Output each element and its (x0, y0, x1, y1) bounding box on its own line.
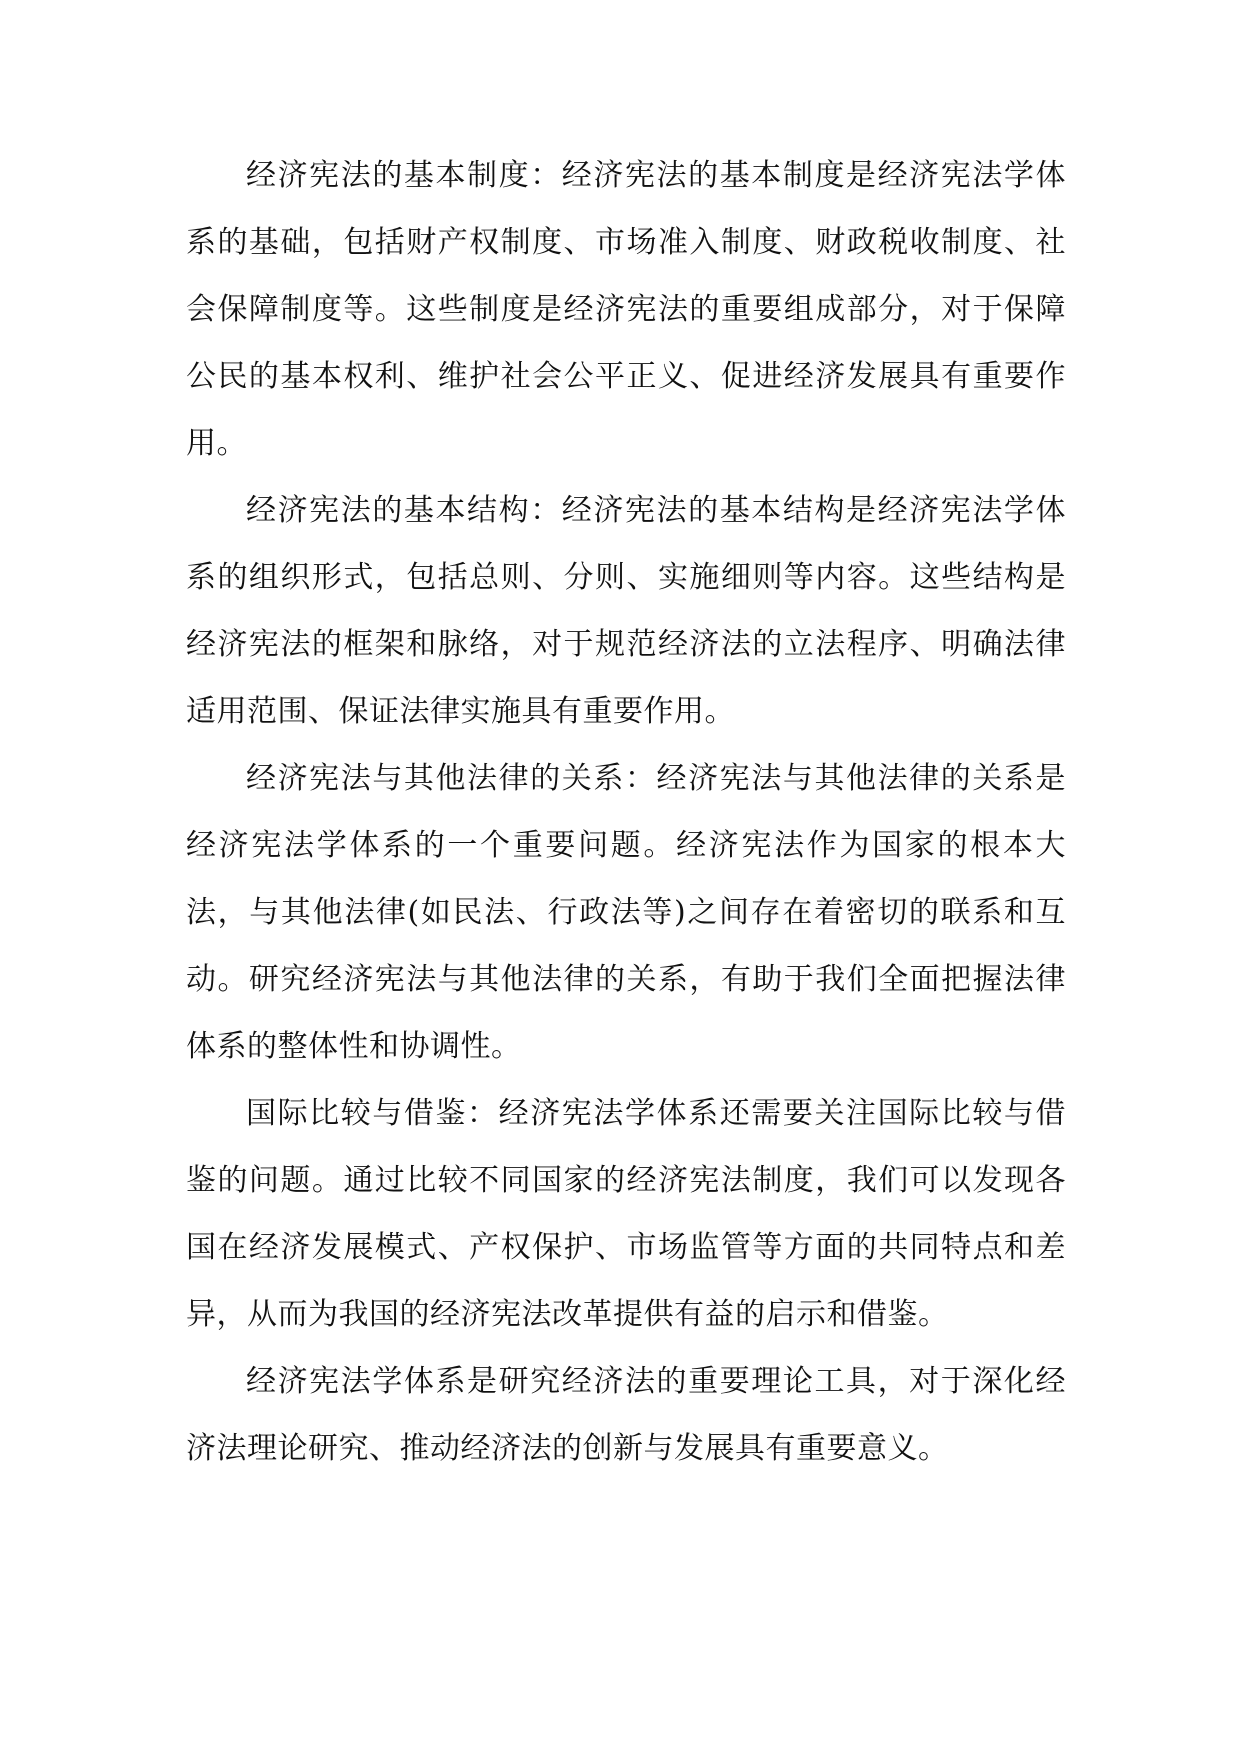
paragraph-basic-system: 经济宪法的基本制度：经济宪法的基本制度是经济宪法学体系的基础，包括财产权制度、市场准入制度、财政税收制度、社会保障制度等。这些制度是经济宪法的重要组成部分，对于保障公民的基本权利、维护社会公平正义、促进经济发展具有重要作用。 (186, 158, 1066, 461)
paragraph-international-comparison: 国际比较与借鉴：经济宪法学体系还需要关注国际比较与借鉴的问题。通过比较不同国家的经济宪法制度，我们可以发现各国在经济发展模式、产权保护、市场监管等方面的共同特点和差异，从而为我国的经济宪法改革提供有益的启示和借鉴。 (186, 1096, 1066, 1332)
paragraph-basic-structure: 经济宪法的基本结构：经济宪法的基本结构是经济宪法学体系的组织形式，包括总则、分则、实施细则等内容。这些结构是经济宪法的框架和脉络，对于规范经济法的立法程序、明确法律适用范围、保证法律实施具有重要作用。 (186, 493, 1066, 729)
paragraph-relation-other-laws: 经济宪法与其他法律的关系：经济宪法与其他法律的关系是经济宪法学体系的一个重要问题。经济宪法作为国家的根本大法，与其他法律(如民法、行政法等)之间存在着密切的联系和互动。研究经济宪法与其他法律的关系，有助于我们全面把握法律体系的整体性和协调性。 (186, 761, 1066, 1064)
paragraph-conclusion: 经济宪法学体系是研究经济法的重要理论工具，对于深化经济法理论研究、推动经济法的创新与发展具有重要意义。 (186, 1364, 1066, 1466)
document-body (186, 142, 1066, 1482)
